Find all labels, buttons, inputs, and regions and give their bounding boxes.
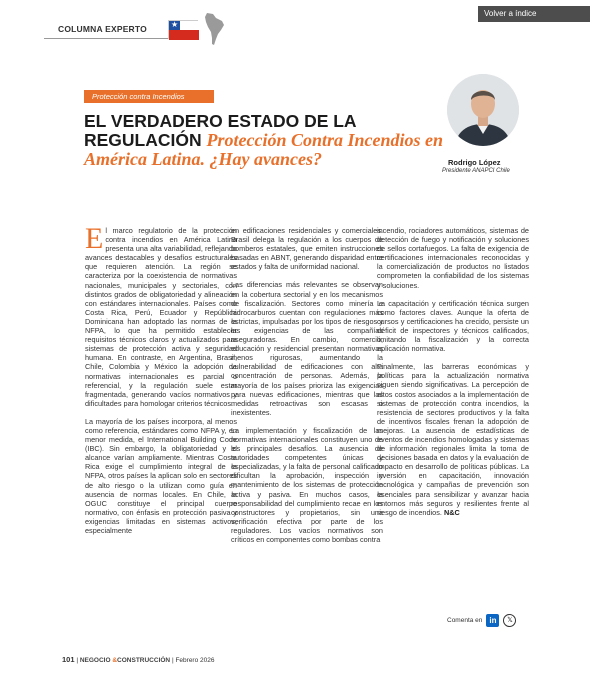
drop-cap: E [85,222,104,255]
magazine-name [80,657,170,664]
back-to-index-link[interactable]: Volver a índice [478,6,590,22]
title-main: EL VERDADERO ESTADO DE LA REGULACIÓN [84,111,356,150]
share-bar [447,614,516,627]
latin-america-map-icon [204,12,226,46]
author-portrait-icon [447,74,519,146]
x-icon[interactable]: 𝕏 [503,614,516,627]
magazine-amp: & [112,657,118,664]
section-label: COLUMNA EXPERTO [58,24,147,34]
text-column-1 [85,222,237,544]
share-label: Comenta en [447,617,483,624]
paragraph: La mayoría de los países incorpora, al menos como referencia, estándares como NFPA y, en menor medida, el International Building Code (IBC). Sin embargo, la obligatoriedad y el alcance varían ampliamente. Mientras Costa Rica exige el cumplimiento integral de la NFPA, otros países la aplican solo en sectores de alto riesgo o la utilizan como guía en ausencia de normas locales. En Chile, la OGUC constituye el principal cuerpo normativo, con énfasis en protección pasiva y exigencias limitadas en sistemas activos, especialmente [85,416,237,535]
author-name: Rodrigo López [448,158,501,167]
end-mark: N&C [443,507,460,517]
paragraph: en edificaciones residenciales y comerciales. Brasil delega la regulación a los cuerpos de bomberos estatales, que emiten instrucciones basadas en ABNT, generando disparidad entre estados y falta de uniformidad nacional. [231,226,383,272]
paragraph [85,222,237,408]
title-subtitle: Protección Contra Incendios en América Latina. ¿Hay avances? [84,130,444,169]
chile-flag-icon: ★ [168,20,198,39]
author-photo [447,74,519,146]
paragraph-text: l marco regulatorio de la protección contra incendios en América Latina presenta una alta variabilidad, reflejando avances destacables y desafíos estructurales que requieren atención. La región se caracteriza por la coexistencia de normativas nacionales, municipales y sectoriales, con distintos grados de obligatoriedad y alineación con estándares internacionales. Países como Costa Rica, Perú, Ecuador y República Dominicana han adoptado las normas de la NFPA, lo que ha permitido establecer requisitos técnicos claros y actualizados para sistemas de protección activa y seguridad humana. En contraste, en Argentina, Brasil, Chile, Colombia y México la adopción de normativas internacionales es parcial o referencial, y la regulación suele estar fragmentada, generando vacíos normativos y dificultades para homologar criterios técnicos. [85,226,237,408]
top-bar [0,0,600,40]
author-role: Presidente ANAPCI Chile [442,168,510,174]
page-footer: 101 | NEGOCIO &CONSTRUCCIÓN | Febrero 2026 [62,655,215,664]
issue-date: Febrero 2026 [175,657,215,664]
paragraph: incendio, rociadores automáticos, sistemas de detección de fuego y notificación y soluciones de sellos cortafuegos. La falta de exigencia de certificaciones internacionales reconocidas y la comercialización de productos no listados comprometen la confiabilidad de los sistemas y soluciones. [377,226,529,290]
paragraph: La implementación y fiscalización de las normativas internacionales constituyen uno de los principales desafíos. La ausencia de autoridades competentes únicas y especializadas, y la falta de personal calificado dificultan la aprobación, inspección y mantenimiento de los sistemas de protección activa y pasiva. En muchos casos, la responsabilidad del cumplimiento recae en los constructores y propietarios, sin una verificación efectiva por parte de los reguladores. Los vacíos normativos son críticos en componentes como bombas contra [231,425,383,544]
paragraph: Las diferencias más relevantes se observan en la cobertura sectorial y en los mecanismos de fiscalización. Sectores como minería e hidrocarburos cuentan con regulaciones más estrictas, impulsadas por los tipos de riesgos y las exigencias de las compañías aseguradoras. En cambio, comercio, educación y residencial presentan normativas menos rigurosas, aumentando la vulnerabilidad de edificaciones con alta concentración de personas. Además, la mayoría de los países prioriza las exigencias para nuevas edificaciones, mientras que las medidas retroactivas son escasas o inexistentes. [231,280,383,417]
text-column-3 [377,226,529,526]
paragraph-text: Finalmente, las barreras económicas y políticas para la actualización normativa siguen siendo significativas. La percepción de altos costos asociados a la implementación de sistemas de protección contra incendios, la resistencia de sectores productivos y la falta de incentivos fiscales frenan la adopción de mejoras. La ausencia de estadísticas de eventos de incendios homologadas y sistemas de información regionales limita la toma de decisiones basada en datos y la evaluación de impacto en desarrollo de políticas públicas. La inversión en capacitación, innovación tecnológica y campañas de prevención son esenciales para sensibilizar y avanzar hacia entornos más seguros y resilientes frente al riesgo de incendios. [377,362,529,517]
linkedin-icon[interactable]: in [486,614,499,627]
text-column-2 [231,226,383,553]
page-number: 101 [62,655,75,664]
paragraph: La capacitación y certificación técnica surgen como factores claves. Aunque la oferta de cursos y certificaciones ha crecido, persiste un déficit de inspectores y técnicos calificados, limitando la fiscalización y la correcta aplicación normativa. [377,298,529,354]
article-title [84,112,444,169]
paragraph [377,362,529,517]
magazine-name-a: NEGOCIO [79,657,113,664]
magazine-name-b: CONSTRUCCIÓN [117,657,171,664]
category-tag: Protección contra Incendios [84,90,214,103]
